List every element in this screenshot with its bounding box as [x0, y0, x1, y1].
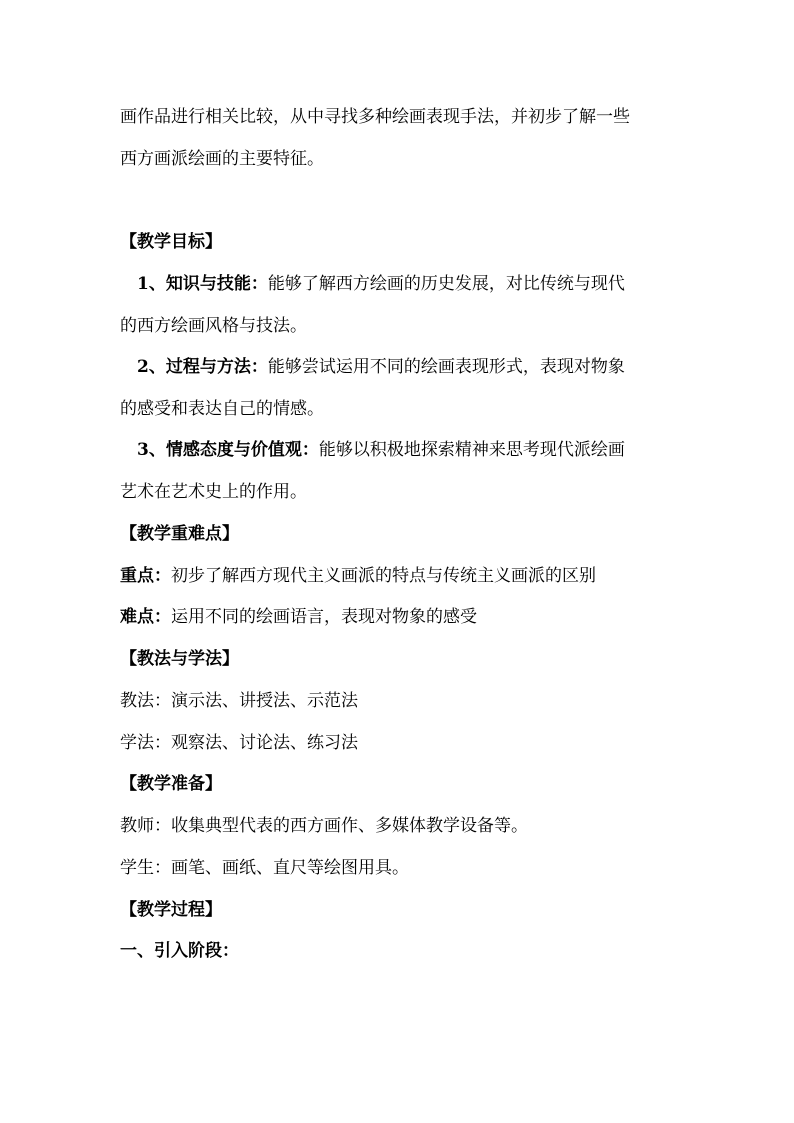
difficult-point-line: [120, 605, 680, 629]
key-point-line: [120, 564, 680, 588]
process-heading: 【教学过程】: [120, 900, 222, 920]
difficult-point-label: 难点：: [120, 607, 171, 627]
teaching-methods: 教法：演示法、讲授法、示范法: [120, 691, 358, 711]
objective-2-text: 能够尝试运用不同的绘画表现形式，表现对物象: [267, 357, 625, 377]
intro-paragraph-line-1: 画作品进行相关比较，从中寻找多种绘画表现手法，并初步了解一些: [120, 107, 630, 127]
learning-methods: 学法：观察法、讨论法、练习法: [120, 733, 358, 753]
objective-2-line-1: [137, 355, 697, 379]
objective-3-line-1: [137, 438, 697, 462]
objective-2-label: 2、过程与方法：: [137, 357, 268, 377]
objective-1-line-2: 的西方绘画风格与技法。: [120, 316, 307, 336]
objective-3-text: 能够以积极地探索精神来思考现代派绘画: [318, 440, 625, 460]
key-point-label: 重点：: [120, 566, 171, 586]
key-points-heading: 【教学重难点】: [120, 524, 239, 544]
objectives-heading: 【教学目标】: [120, 232, 222, 252]
objective-2-line-2: 的感受和表达自己的情感。: [120, 399, 324, 419]
process-stage-1: 一、引入阶段：: [120, 941, 239, 961]
preparation-heading: 【教学准备】: [120, 774, 222, 794]
teacher-preparation: 教师：收集典型代表的西方画作、多媒体教学设备等。: [120, 816, 528, 836]
objective-3-line-2: 艺术在艺术史上的作用。: [120, 482, 307, 502]
methods-heading: 【教法与学法】: [120, 649, 239, 669]
objective-3-label: 3、情感态度与价值观：: [137, 440, 319, 460]
objective-1-line-1: [137, 272, 697, 296]
objective-1-label: 1、知识与技能：: [137, 274, 268, 294]
difficult-point-text: 运用不同的绘画语言，表现对物象的感受: [171, 607, 477, 627]
objective-1-text: 能够了解西方绘画的历史发展，对比传统与现代: [267, 274, 625, 294]
key-point-text: 初步了解西方现代主义画派的特点与传统主义画派的区别: [171, 566, 596, 586]
intro-paragraph-line-2: 西方画派绘画的主要特征。: [120, 149, 324, 169]
student-preparation: 学生：画笔、画纸、直尺等绘图用具。: [120, 858, 409, 878]
